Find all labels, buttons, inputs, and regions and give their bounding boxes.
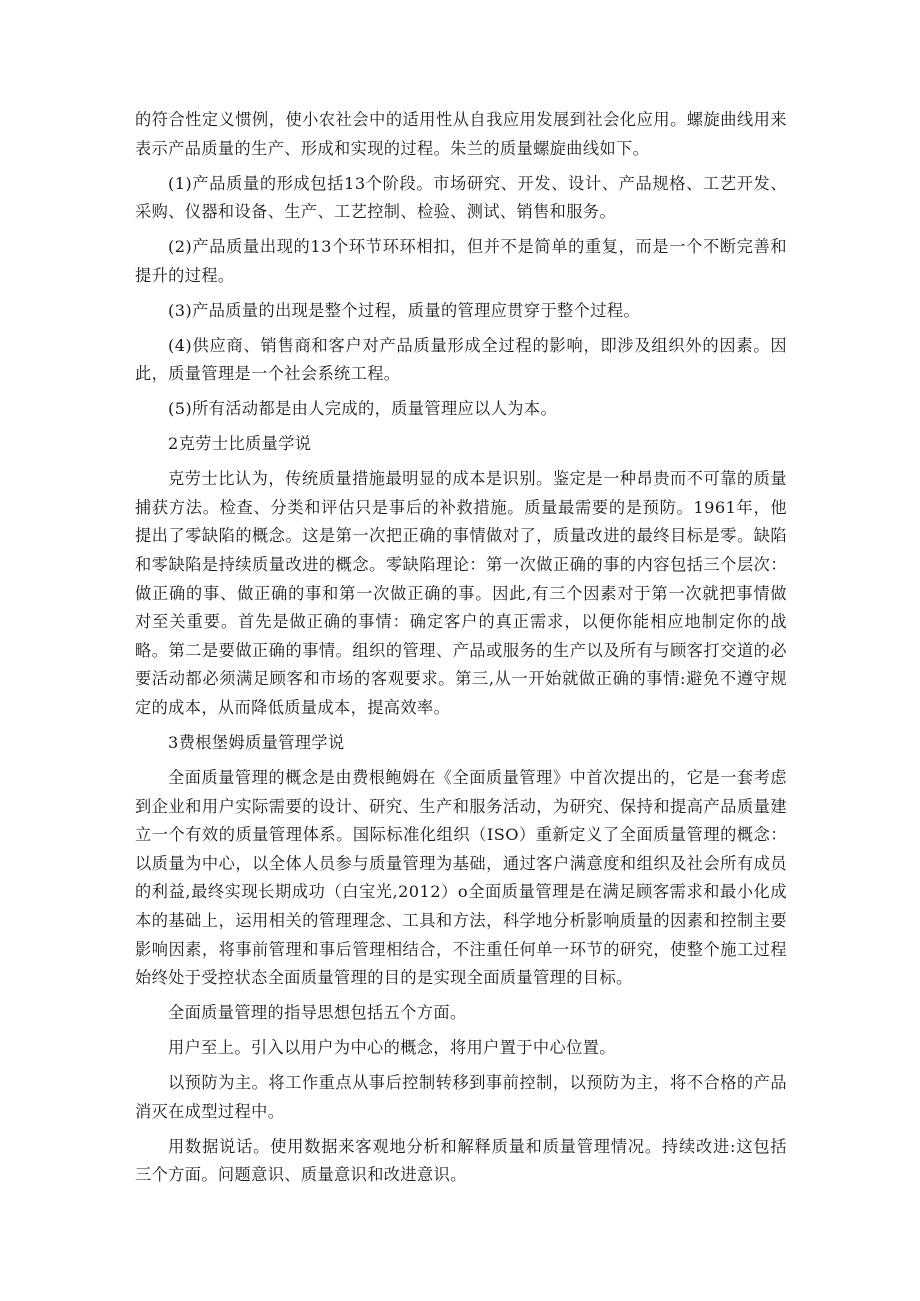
document-body [135, 106, 787, 1196]
paragraph-continuation: 的符合性定义惯例，使小农社会中的适用性从自我应用发展到社会化应用。螺旋曲线用来表示产品质量的生产、形成和实现的过程。朱兰的质量螺旋曲线如下。 [135, 110, 787, 158]
paragraph-user-first: 用户至上。引入以用户为中心的概念，将用户置于中心位置。 [168, 1038, 616, 1058]
section-heading-crosby: 2克劳士比质量学说 [168, 434, 312, 454]
paragraph-data: 用数据说话。使用数据来客观地分析和解释质量和质量管理情况。持续改进:这包括三个方面。问题意识、质量意识和改进意识。 [135, 1136, 787, 1185]
paragraph-tqm-guidelines: 全面质量管理的指导思想包括五个方面。 [168, 1003, 467, 1023]
paragraph-item-4: (4)供应商、销售商和客户对产品质量形成全过程的影响，即涉及组织外的因素。因此，质量管理是一个社会系统工程。 [135, 335, 787, 384]
paragraph-item-1: (1)产品质量的形成包括13个阶段。市场研究、开发、设计、产品规格、工艺开发、采购、仪器和设备、生产、工艺控制、检验、测试、销售和服务。 [135, 173, 787, 222]
paragraph-prevention: 以预防为主。将工作重点从事后控制转移到事前控制，以预防为主，将不合格的产品消灭在成型过程中。 [135, 1073, 787, 1121]
paragraph-item-5: (5)所有活动都是由人完成的，质量管理应以人为本。 [168, 399, 558, 419]
paragraph-item-2: (2)产品质量出现的13个环节环环相扣，但并不是简单的重复，而是一个不断完善和提升的过程。 [135, 237, 787, 285]
paragraph-crosby: 克劳士比认为，传统质量措施最明显的成本是识别。鉴定是一种昂贵而不可靠的质量捕获方法。检查、分类和评估只是事后的补救措施。质量最需要的是预防。1961年，他提出了零缺陷的概念。这是第一次把正确的事情做对了，质量改进的最终目标是零。缺陷和零缺陷是持续质量改进的概念。零缺陷理论：第一次做正确的事的内容包括三个层次：做正确的事、做正确的事和第一次做正确的事。因此,有三个因素对于第一次就把事情做对至关重要。首先是做正确的事情：确定客户的真正需求，以便你能相应地制定你的战略。第二是要做正确的事情。组织的管理、产品或服务的生产以及所有与顾客打交道的必要活动都必须满足顾客和市场的客观要求。第三,从一开始就做正确的事情:避免不遵守规定的成本，从而降低质量成本，提高效率。 [135, 469, 787, 718]
paragraph-item-3: (3)产品质量的出现是整个过程，质量的管理应贯穿于整个过程。 [168, 300, 640, 320]
paragraph-tqm-concept: 全面质量管理的概念是由费根鲍姆在《全面质量管理》中首次提出的，它是一套考虑到企业和用户实际需要的设计、研究、生产和服务活动，为研究、保持和提高产品质量建立一个有效的质量管理体系。国际标准化组织（ISO）重新定义了全面质量管理的概念：以质量为中心，以全体人员参与质量管理为基础，通过客户满意度和组织及社会所有成员的利益,最终实现长期成功（白宝光,2012）o全面质量管理是在满足顾客需求和最小化成本的基础上，运用相关的管理理念、工具和方法，科学地分析影响质量的因素和控制主要影响因素，将事前管理和事后管理相结合，不注重任何单一环节的研究，使整个施工过程始终处于受控状态全面质量管理的目的是实现全面质量管理的目标。 [135, 767, 787, 988]
section-heading-feigenbaum: 3费根堡姆质量管理学说 [168, 733, 345, 752]
